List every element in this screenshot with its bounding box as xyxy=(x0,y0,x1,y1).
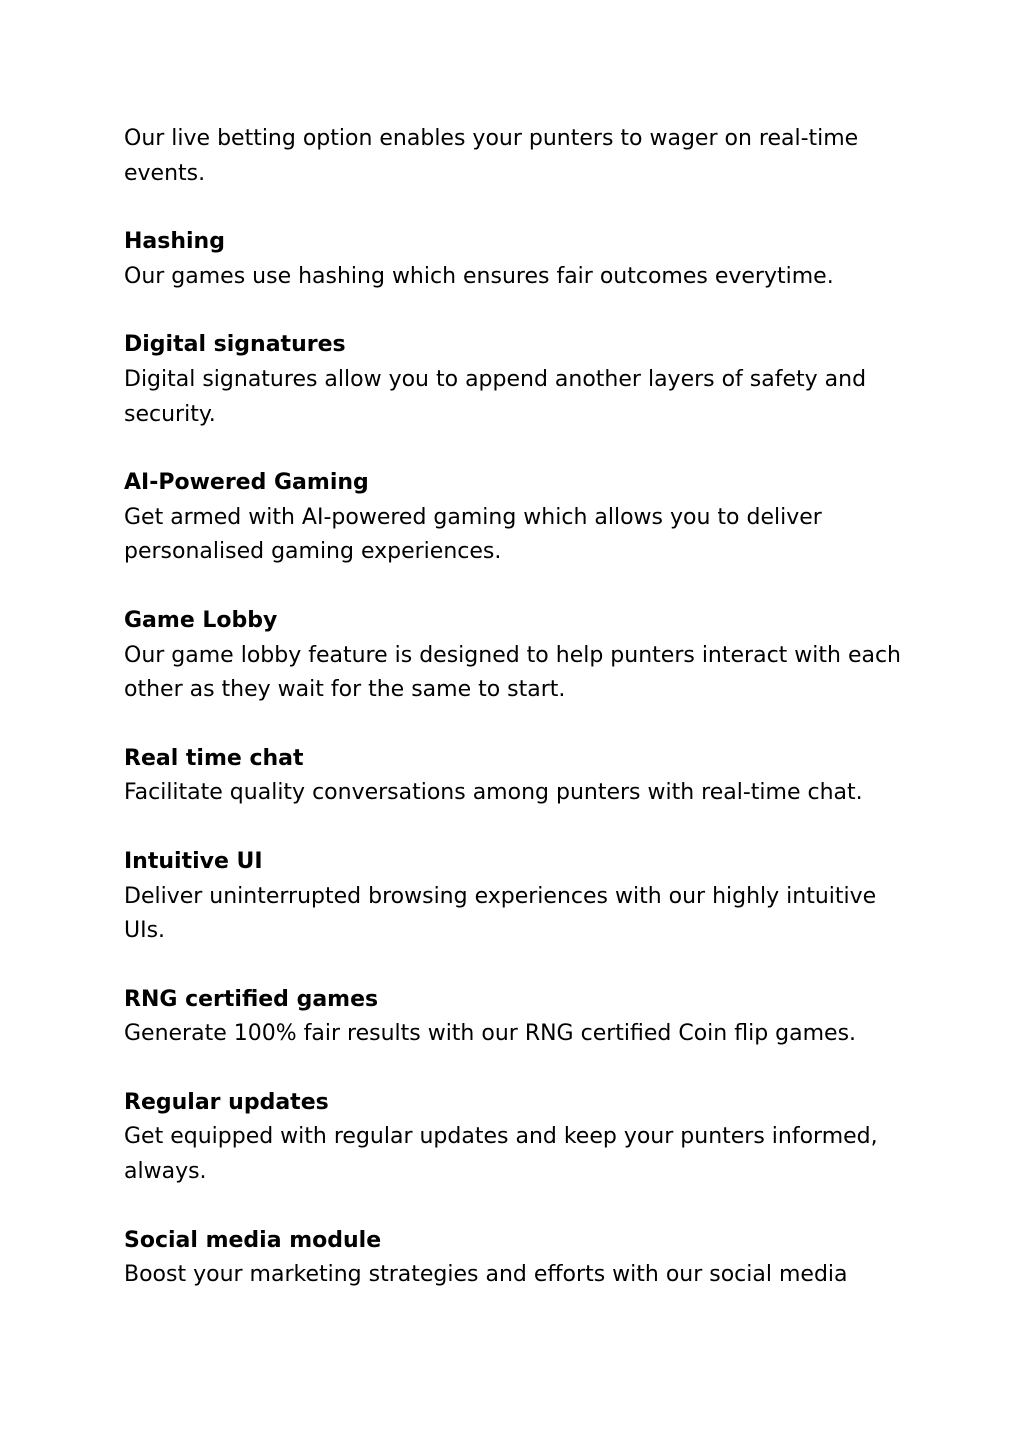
feature-title: RNG certified games xyxy=(124,986,379,1012)
feature-description: Digital signatures allow you to append another layers of safety and security. xyxy=(124,366,867,427)
feature-title: Intuitive UI xyxy=(124,848,263,874)
feature-ai-powered-gaming xyxy=(124,466,904,570)
feature-rng-certified-games xyxy=(124,983,904,1052)
feature-description: Get equipped with regular updates and keep your punters informed, always. xyxy=(124,1124,878,1185)
feature-social-media-module xyxy=(124,1224,904,1293)
feature-description: Our game lobby feature is designed to help punters interact with each other as they wait for the same to start. xyxy=(124,642,902,703)
feature-description: Get armed with AI-powered gaming which allows you to deliver personalised gaming experiences. xyxy=(124,504,822,565)
document-page xyxy=(124,122,904,1327)
intro-paragraph: Our live betting option enables your punters to wager on real-time events. xyxy=(124,126,859,186)
feature-description: Deliver uninterrupted browsing experiences with our highly intuitive UIs. xyxy=(124,883,877,944)
feature-real-time-chat xyxy=(124,742,904,811)
feature-title: Digital signatures xyxy=(124,332,346,358)
feature-intuitive-ui xyxy=(124,845,904,949)
feature-digital-signatures xyxy=(124,328,904,432)
feature-description: Facilitate quality conversations among punters with real-time chat. xyxy=(124,780,863,806)
feature-title: Hashing xyxy=(124,229,225,255)
feature-title: AI-Powered Gaming xyxy=(124,470,369,496)
feature-game-lobby xyxy=(124,604,904,708)
feature-title: Real time chat xyxy=(124,745,304,771)
feature-description: Generate 100% fair results with our RNG certified Coin flip games. xyxy=(124,1021,857,1047)
feature-title: Social media module xyxy=(124,1227,382,1253)
feature-description: Boost your marketing strategies and efforts with our social media xyxy=(124,1262,848,1288)
feature-title: Regular updates xyxy=(124,1089,329,1115)
feature-hashing xyxy=(124,225,904,294)
feature-regular-updates xyxy=(124,1086,904,1190)
feature-description: Our games use hashing which ensures fair outcomes everytime. xyxy=(124,263,834,289)
feature-title: Game Lobby xyxy=(124,607,278,633)
